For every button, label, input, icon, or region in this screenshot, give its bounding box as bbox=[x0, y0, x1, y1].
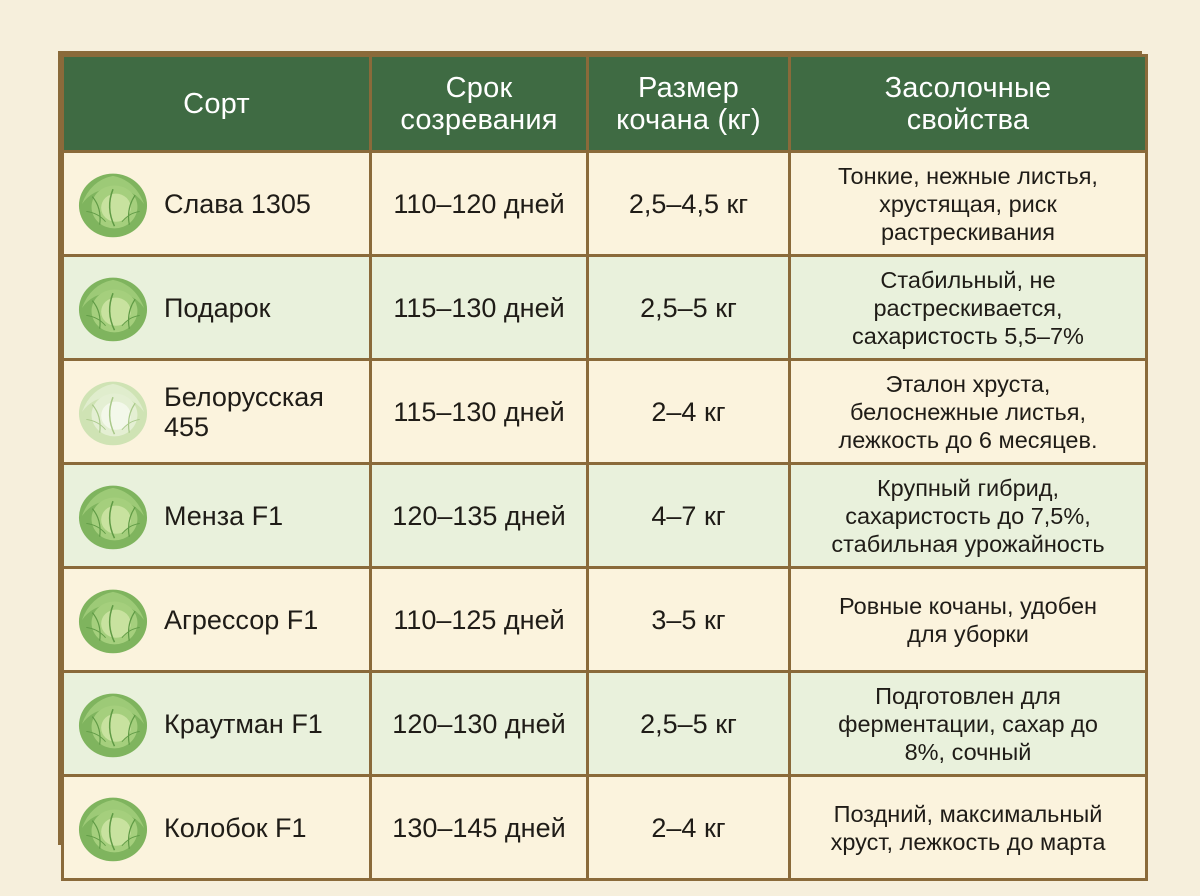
varieties-table bbox=[61, 54, 1148, 881]
size-cell: 2–4 кг bbox=[588, 776, 790, 880]
header-properties-label: Засолочные свойства bbox=[884, 71, 1052, 136]
properties-cell: Крупный гибрид, сахаристость до 7,5%, стабильная урожайность bbox=[790, 464, 1147, 568]
ripening-cell: 110–120 дней bbox=[371, 152, 588, 256]
variety-name: Колобок F1 bbox=[164, 812, 307, 843]
variety-cell-content bbox=[64, 271, 369, 345]
cabbage-icon bbox=[76, 791, 150, 865]
variety-name: Белорусская 455 bbox=[164, 381, 324, 442]
cabbage-icon bbox=[76, 167, 150, 241]
ripening-cell: 120–135 дней bbox=[371, 464, 588, 568]
variety-cell bbox=[63, 776, 371, 880]
variety-cell-content bbox=[64, 375, 369, 449]
variety-cell-content bbox=[64, 479, 369, 553]
header-properties bbox=[790, 56, 1147, 152]
table-row bbox=[63, 152, 1147, 256]
white-cabbage-icon bbox=[76, 375, 150, 449]
header-ripening bbox=[371, 56, 588, 152]
header-size bbox=[588, 56, 790, 152]
variety-cell-content bbox=[64, 583, 369, 657]
variety-name: Краутман F1 bbox=[164, 708, 323, 739]
header-size-label: Размер кочана (кг) bbox=[616, 71, 761, 136]
size-cell: 2–4 кг bbox=[588, 360, 790, 464]
header-variety bbox=[63, 56, 371, 152]
cabbage-icon bbox=[76, 687, 150, 761]
table-body bbox=[63, 152, 1147, 880]
size-cell: 2,5–5 кг bbox=[588, 672, 790, 776]
variety-cell bbox=[63, 464, 371, 568]
table-row bbox=[63, 464, 1147, 568]
ripening-cell: 115–130 дней bbox=[371, 360, 588, 464]
cabbage-icon bbox=[76, 479, 150, 553]
table-row bbox=[63, 568, 1147, 672]
header-row bbox=[63, 56, 1147, 152]
variety-name: Подарок bbox=[164, 292, 271, 323]
size-cell: 4–7 кг bbox=[588, 464, 790, 568]
variety-cell bbox=[63, 568, 371, 672]
variety-name: Агрессор F1 bbox=[164, 604, 319, 635]
variety-cell-content bbox=[64, 791, 369, 865]
variety-cell bbox=[63, 360, 371, 464]
size-cell: 2,5–4,5 кг bbox=[588, 152, 790, 256]
variety-cell bbox=[63, 152, 371, 256]
size-cell: 2,5–5 кг bbox=[588, 256, 790, 360]
ripening-cell: 110–125 дней bbox=[371, 568, 588, 672]
variety-cell bbox=[63, 672, 371, 776]
size-cell: 3–5 кг bbox=[588, 568, 790, 672]
header-ripening-label: Срок созревания bbox=[400, 71, 558, 136]
properties-cell: Поздний, максимальный хруст, лежкость до марта bbox=[790, 776, 1147, 880]
properties-cell: Подготовлен для ферментации, сахар до 8%, сочный bbox=[790, 672, 1147, 776]
table-row bbox=[63, 672, 1147, 776]
table-row bbox=[63, 256, 1147, 360]
variety-cell-content bbox=[64, 687, 369, 761]
cabbage-icon bbox=[76, 583, 150, 657]
table-row bbox=[63, 776, 1147, 880]
variety-name: Слава 1305 bbox=[164, 188, 311, 219]
properties-cell: Ровные кочаны, удобен для уборки bbox=[790, 568, 1147, 672]
ripening-cell: 130–145 дней bbox=[371, 776, 588, 880]
variety-cell-content bbox=[64, 167, 369, 241]
variety-cell bbox=[63, 256, 371, 360]
ripening-cell: 115–130 дней bbox=[371, 256, 588, 360]
cabbage-varieties-table bbox=[58, 51, 1142, 855]
cabbage-icon bbox=[76, 271, 150, 345]
variety-name: Менза F1 bbox=[164, 500, 284, 531]
table-row bbox=[63, 360, 1147, 464]
ripening-cell: 120–130 дней bbox=[371, 672, 588, 776]
properties-cell: Тонкие, нежные листья, хрустящая, риск растрескивания bbox=[790, 152, 1147, 256]
header-variety-label: Сорт bbox=[183, 87, 250, 120]
properties-cell: Эталон хруста, белоснежные листья, лежкость до 6 месяцев. bbox=[790, 360, 1147, 464]
properties-cell: Стабильный, не растрескивается, сахаристость 5,5–7% bbox=[790, 256, 1147, 360]
